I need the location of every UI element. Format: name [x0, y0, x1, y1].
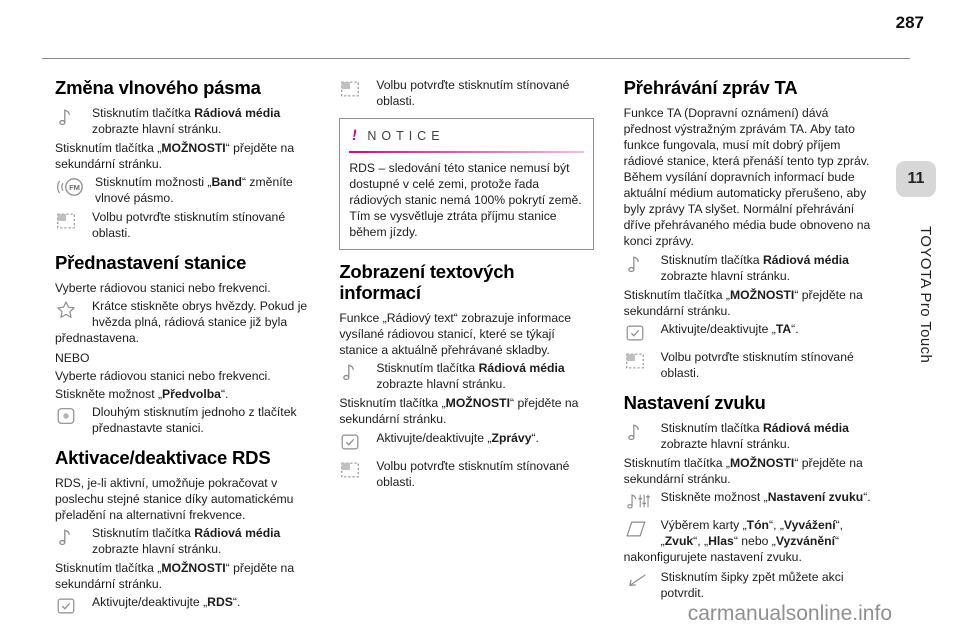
instruction-text: Stisknutím šipky zpět můžete akci potvrdit.: [660, 569, 844, 600]
heading-sound-settings: Nastavení zvuku: [623, 392, 766, 414]
instruction-step: [339, 458, 593, 490]
instruction-step: [624, 252, 878, 284]
instruction-step: [55, 174, 309, 206]
tab-card-icon: [624, 518, 654, 542]
instruction-text: Stisknutím tlačítka Rádiová média zobrazte hlavní stránku.: [92, 105, 281, 136]
fm-band-icon-label: FM: [69, 182, 80, 192]
paragraph-options: Stisknutím tlačítka „MOŽNOSTI“ přejděte na sekundární stránku.: [339, 396, 579, 427]
instruction-step: [624, 349, 878, 381]
column-middle: [339, 76, 593, 622]
instruction-text: Dlouhým stisknutím jednoho z tlačítek přednastavte stanici.: [92, 404, 297, 435]
back-arrow-icon: [624, 570, 654, 594]
shaded-area-icon: [624, 350, 654, 374]
instruction-text: Volbu potvrďte stisknutím stínované oblasti.: [376, 458, 570, 489]
instruction-text: Stisknutím tlačítka Rádiová média zobrazte hlavní stránku.: [660, 252, 849, 283]
fm-band-icon: [55, 175, 88, 199]
instruction-step: [624, 489, 878, 514]
instruction-step: [624, 420, 878, 452]
sound-settings-icon: [624, 490, 654, 514]
instruction-step: [55, 209, 309, 241]
instruction-text: Volbu potvrďte stisknutím stínované oblasti.: [92, 210, 286, 241]
instruction-text: Aktivujte/deaktivujte „RDS“.: [92, 595, 241, 610]
paragraph-select-station: Vyberte rádiovou stanici nebo frekvenci.: [55, 281, 271, 296]
heading-text-info: Zobrazení textových informací: [339, 261, 515, 304]
instruction-text: Stisknutím tlačítka Rádiová média zobrazte hlavní stránku.: [376, 361, 565, 392]
instruction-step: [624, 517, 878, 565]
heading-change-waveband: Změna vlnového pásma: [55, 77, 261, 98]
column-right: [624, 76, 878, 622]
notice-divider: [349, 151, 583, 153]
content-columns: [55, 76, 878, 622]
instruction-text: Volbu potvrďte stisknutím stínované oblasti.: [376, 78, 570, 109]
paragraph-select-station: Vyberte rádiovou stanici nebo frekvenci.: [55, 368, 271, 383]
notice-box: [339, 118, 593, 250]
instruction-step: [55, 105, 309, 137]
paragraph-or: NEBO: [55, 350, 90, 365]
instruction-step: [339, 77, 593, 109]
star-icon: [55, 299, 85, 323]
paragraph-preset-option: Stiskněte možnost „Předvolba“.: [55, 386, 229, 401]
page-number: 287: [895, 13, 924, 32]
paragraph-options: Stisknutím tlačítka „MOŽNOSTI“ přejděte na sekundární stránku.: [623, 287, 863, 318]
instruction-step: [55, 404, 309, 436]
shaded-area-icon: [339, 459, 369, 483]
paragraph-options: Stisknutím tlačítka „MOŽNOSTI“ přejděte na sekundární stránku.: [55, 561, 295, 592]
radio-media-icon: [339, 361, 369, 385]
radio-media-icon: [624, 253, 654, 277]
instruction-text: Volbu potvrďte stisknutím stínované oblasti.: [660, 349, 854, 381]
column-left: [55, 76, 309, 622]
paragraph-text-info-intro: Funkce „Rádiový text“ zobrazuje informace vysílané rádiovou stanicí, které se týkají stanice a aktuálně přehrávané skladby.: [339, 310, 571, 358]
shaded-area-icon: [339, 78, 369, 102]
instruction-step: [624, 569, 878, 601]
notice-title: NOTICE: [367, 128, 445, 143]
instruction-text: Krátce stiskněte obrys hvězdy. Pokud je hvězda plná, rádiová stanice již byla přednastavena.: [55, 299, 308, 346]
notice-body: RDS – sledování této stanice nemusí být dostupné v celé zemi, protože řada rádiových stanic nemá 100% pokrytí země. Tím se vysvětluje ztráta příjmu stanice během jízdy.: [349, 160, 582, 240]
chapter-tab: 11: [896, 161, 936, 197]
instruction-text: Aktivujte/deaktivujte „Zprávy“.: [376, 430, 539, 445]
instruction-step: [55, 525, 309, 557]
radio-media-icon: [55, 106, 85, 130]
toggle-icon: [624, 322, 654, 346]
paragraph-rds-intro: RDS, je-li aktivní, umožňuje pokračovat v poslechu stejné stanice díky automatickému přeladění na alternativní frekvence.: [55, 475, 294, 522]
heading-ta-playback: Přehrávání zpráv TA: [623, 77, 798, 98]
shaded-area-icon: [55, 210, 85, 234]
toggle-icon: [55, 595, 85, 619]
notice-exclamation-icon: !: [351, 127, 359, 145]
instruction-text: Stisknutím tlačítka Rádiová média zobrazte hlavní stránku.: [92, 526, 281, 557]
preset-button-icon: [55, 405, 85, 429]
instruction-step: [339, 430, 593, 455]
instruction-text: Stiskněte možnost „Nastavení zvuku“.: [660, 490, 871, 505]
manual-title-vertical: TOYOTA Pro Touch: [917, 226, 934, 364]
instruction-step: [55, 298, 309, 346]
instruction-text: Výběrem karty „Tón“, „Vyvážení“, „Zvuk“, „Hlas“ nebo „Vyzvánění“ nakonfigurujete nastavení zvuku.: [623, 518, 844, 565]
notice-header: [349, 126, 583, 146]
radio-media-icon: [55, 526, 85, 550]
instruction-text: Stisknutím možnosti „Band“ změníte vlnové pásmo.: [95, 175, 293, 206]
instruction-step: [339, 360, 593, 392]
paragraph-ta-intro: Funkce TA (Dopravní oznámení) dává přednost výstražným zprávám TA. Aby tato funkce fungovala, musí mít dobrý příjem rádiové stanice, která přenáší tento typ zpráv. Během vysílání dopravních informací bude aktuální médium automaticky přerušeno, aby byly zprávy TA slyšet. Normální přehrávání dříve přehrávaného média bude obnoveno na konci zprávy.: [623, 105, 871, 249]
instruction-text: Aktivujte/deaktivujte „TA“.: [660, 321, 799, 336]
heading-station-preset: Přednastavení stanice: [55, 252, 247, 274]
radio-media-icon: [624, 421, 654, 445]
instruction-text: Stisknutím tlačítka Rádiová média zobrazte hlavní stránku.: [660, 420, 849, 451]
header-divider: [42, 58, 910, 59]
heading-rds-activation: Aktivace/deaktivace RDS: [55, 447, 271, 469]
paragraph-options: Stisknutím tlačítka „MOŽNOSTI“ přejděte na sekundární stránku.: [55, 140, 295, 171]
instruction-step: [624, 321, 878, 346]
watermark: carmanualsonline.info: [687, 602, 892, 625]
toggle-icon: [339, 431, 369, 455]
paragraph-options: Stisknutím tlačítka „MOŽNOSTI“ přejděte na sekundární stránku.: [623, 456, 863, 487]
instruction-step: [55, 594, 309, 619]
